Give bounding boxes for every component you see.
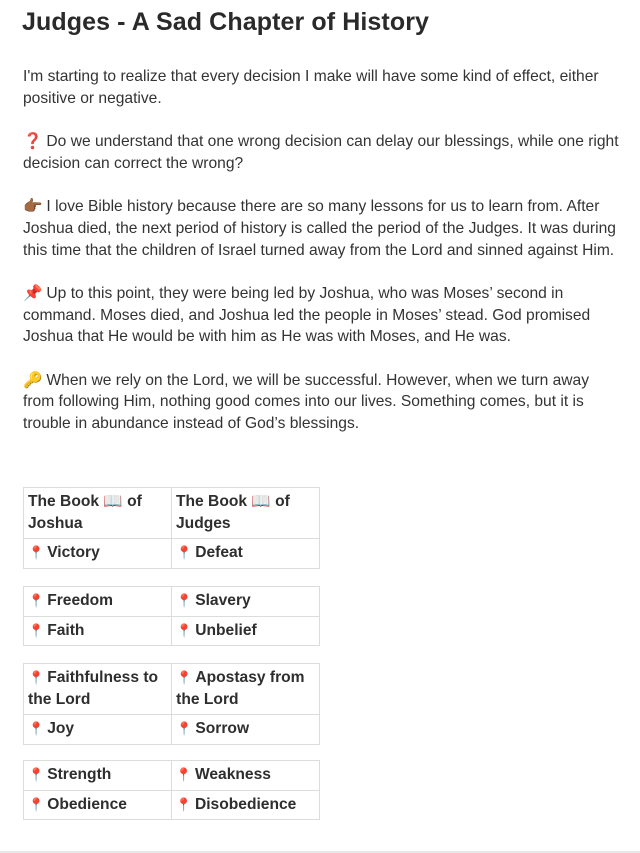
table-row (24, 587, 320, 617)
table-cell (171, 790, 319, 820)
round-pushpin-icon: 📍 (28, 721, 45, 737)
comparison-table-3 (23, 663, 320, 745)
table-cell (24, 616, 172, 646)
comparison-table-4 (23, 760, 320, 820)
cell-text: Freedom (47, 592, 114, 609)
table-cell (24, 664, 172, 715)
round-pushpin-icon: 📍 (175, 796, 192, 812)
table-cell (24, 790, 172, 820)
cell-text: Unbelief (195, 621, 257, 639)
table-row (24, 539, 320, 569)
cell-text: Faith (47, 621, 85, 639)
round-pushpin-icon: 📍 (28, 767, 45, 782)
table-row (24, 488, 320, 539)
table-row (24, 715, 320, 745)
round-pushpin-icon: 📍 (28, 545, 45, 561)
table-cell (24, 761, 172, 791)
cell-text: Slavery (195, 592, 251, 609)
round-pushpin-icon: 📍 (176, 622, 193, 638)
cell-text: Strength (47, 766, 112, 783)
paragraph-text: I love Bible history because there are so many lessons for us to learn from. After Joshua died, the next period of history is called the period of the Judges. It was during this time that the children of Israel turned away from the Lord and sinned against Him. (23, 198, 616, 259)
table-row (24, 616, 320, 646)
round-pushpin-icon: 📍 (176, 545, 193, 561)
cell-text: Obedience (47, 795, 127, 813)
round-pushpin-icon: 📍 (28, 593, 45, 608)
paragraph-text: Do we understand that one wrong decision can delay our blessings, while one right decision can correct the wrong? (23, 133, 619, 172)
round-pushpin-icon: 📍 (175, 767, 192, 782)
round-pushpin-icon: 📍 (28, 796, 45, 812)
pushpin-icon: 📌 (23, 284, 43, 302)
table-cell (171, 761, 319, 791)
question-mark-icon: ❓ (23, 133, 43, 151)
table-cell (172, 587, 320, 617)
paragraph-text: Up to this point, they were being led by Joshua, who was Moses’ second in command. Moses died, and Joshua led the people in Moses’ stead. God promised Joshua that He would be with him as He was with Moses, and He was. (23, 284, 591, 346)
paragraph-rely-on-lord (23, 370, 623, 435)
cell-text: Apostasy from the Lord (176, 669, 305, 708)
table-header-cell: The Book 📖 of Joshua (24, 488, 172, 539)
table-row (24, 790, 320, 820)
paragraph-question (23, 131, 623, 174)
table-cell (172, 715, 320, 745)
paragraph-text: I'm starting to realize that every decision I make will have some kind of effect, either positive or negative. (23, 68, 599, 107)
round-pushpin-icon: 📍 (176, 670, 193, 685)
round-pushpin-icon: 📍 (176, 721, 193, 737)
comparison-table-1 (23, 487, 320, 569)
cell-text: Victory (47, 544, 100, 562)
table-cell (172, 664, 320, 715)
paragraph-text: When we rely on the Lord, we will be successful. However, when we turn away from following Him, nothing good comes into our lives. Something comes, but it is trouble in abundance instead of God’s blessings. (23, 371, 589, 433)
comparison-table-2 (23, 586, 320, 646)
cell-text: Weakness (194, 766, 271, 783)
table-cell (24, 715, 172, 745)
cell-text: Defeat (195, 544, 243, 562)
table-header-cell: The Book 📖 of Judges (172, 488, 320, 539)
page-title: Judges - A Sad Chapter of History (22, 8, 430, 36)
round-pushpin-icon: 📍 (28, 670, 45, 685)
paragraph-bible-history (23, 196, 623, 261)
cell-text: Disobedience (194, 795, 297, 813)
table-row (24, 664, 320, 715)
table-cell (24, 587, 172, 617)
pointing-hand-icon: 👉🏾 (23, 198, 43, 216)
round-pushpin-icon: 📍 (176, 593, 193, 608)
article-body (23, 66, 623, 457)
cell-text: Joy (47, 720, 75, 738)
cell-text: Faithfulness to the Lord (28, 669, 159, 708)
table-cell (172, 616, 320, 646)
table-cell (172, 539, 320, 569)
paragraph-joshua (23, 283, 623, 348)
key-icon: 🔑 (23, 371, 43, 389)
round-pushpin-icon: 📍 (28, 622, 45, 638)
cell-text: Sorrow (195, 720, 250, 738)
table-row (24, 761, 320, 791)
table-cell (24, 539, 172, 569)
paragraph-intro (23, 66, 623, 109)
